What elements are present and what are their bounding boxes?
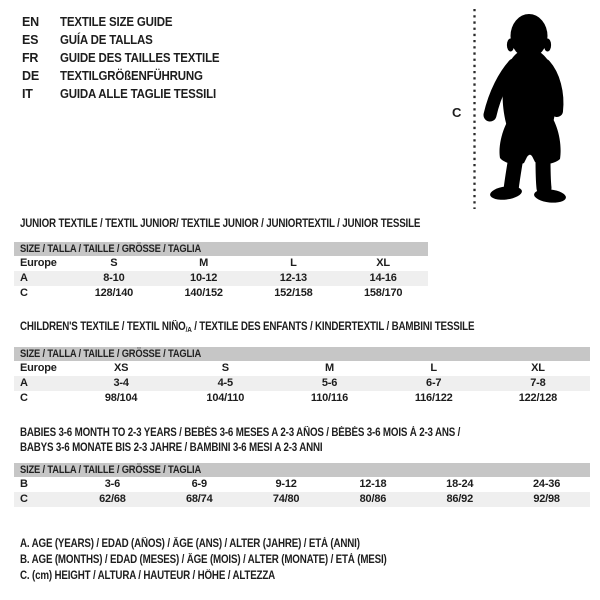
row-label: C <box>20 392 28 404</box>
cell: S <box>110 257 118 269</box>
language-code: IT <box>22 87 33 101</box>
language-row-it <box>22 85 233 103</box>
cell: XL <box>531 362 545 374</box>
table-row-height <box>14 286 428 301</box>
legend-line-b: B. AGE (MONTHS) / EDAD (MESES) / ÂGE (MOIS) / ALTER (MONATE) / ETÀ (MESI) <box>20 554 387 566</box>
cell: 12-18 <box>359 478 387 490</box>
height-measure-label: C <box>452 105 462 120</box>
language-row-en <box>22 13 233 31</box>
language-list <box>22 13 233 103</box>
table-row-age <box>14 376 590 391</box>
nino-a-subscript: /A <box>185 325 192 334</box>
cell: XL <box>376 257 390 269</box>
cell: 74/80 <box>272 493 300 505</box>
toddler-silhouette-icon <box>481 9 571 203</box>
size-header-bar <box>14 347 590 361</box>
cell: 24-36 <box>533 478 561 490</box>
table-body <box>14 477 590 507</box>
row-label: A <box>20 272 28 284</box>
cell: 9-12 <box>275 478 297 490</box>
row-label: Europe <box>20 362 57 374</box>
row-label: B <box>20 478 28 490</box>
language-title: GUIDA ALLE TAGLIE TESSILI <box>60 87 216 101</box>
children-size-table <box>14 347 590 406</box>
size-header-bar <box>14 242 428 256</box>
cell: 68/74 <box>185 493 213 505</box>
legend-line-c: C. (cm) HEIGHT / ALTURA / HAUTEUR / HÖHE / ALTEZZA <box>20 570 276 582</box>
language-code: EN <box>22 15 39 29</box>
table-row-europe <box>14 361 590 376</box>
cell: 7-8 <box>530 377 546 389</box>
language-code: ES <box>22 33 39 47</box>
cell: 5-6 <box>321 377 338 389</box>
children-section-title: CHILDREN'S TEXTILE / TEXTIL NIÑO/A / TEXTILE DES ENFANTS / KINDERTEXTIL / BAMBINI TESSILE <box>20 321 475 334</box>
legend-line-a: A. AGE (YEARS) / EDAD (AÑOS) / ÂGE (ANS) / ALTER (JAHRE) / ETÀ (ANNI) <box>20 538 360 550</box>
cell: L <box>290 257 297 269</box>
row-label: Europe <box>20 257 57 269</box>
size-header-bar <box>14 463 590 477</box>
cell: 116/122 <box>414 392 453 404</box>
language-title: TEXTILE SIZE GUIDE <box>60 15 173 29</box>
cell: 12-13 <box>279 272 307 284</box>
cell: 10-12 <box>190 272 218 284</box>
table-row-age <box>14 271 428 286</box>
table-body <box>14 361 590 406</box>
dotted-height-line <box>472 8 477 210</box>
language-title: TEXTILGRÖßENFÜHRUNG <box>60 69 203 83</box>
babies-section-title: BABIES 3-6 MONTH TO 2-3 YEARS / BEBÉS 3-6 MESES A 2-3 AÑOS / BÉBÉS 3-6 MOIS À 2-3 ANS / BABYS 3-6 MONATE BIS 2-3 JAHRE / BAMBINI 3-6 MESI A 2-3 ANNI <box>20 427 461 454</box>
language-row-fr <box>22 49 233 67</box>
cell: 8-10 <box>103 272 125 284</box>
row-label: C <box>20 493 28 505</box>
row-label: C <box>20 287 28 299</box>
cell: M <box>325 362 334 374</box>
cell: 86/92 <box>446 493 473 505</box>
cell: 104/110 <box>206 392 245 404</box>
cell: 6-9 <box>191 478 207 490</box>
junior-size-table <box>14 242 428 301</box>
cell: XS <box>113 362 129 374</box>
language-row-de <box>22 67 233 85</box>
cell: 14-16 <box>369 272 397 284</box>
cell: 152/158 <box>274 287 313 299</box>
cell: 128/140 <box>94 287 134 299</box>
language-title: GUIDE DES TAILLES TEXTILE <box>60 51 220 65</box>
cell: 3-4 <box>113 377 129 389</box>
size-header-label: SIZE / TALLA / TAILLE / GRÖSSE / TAGLIA <box>20 464 202 476</box>
table-row-europe <box>14 256 428 271</box>
cell: 110/116 <box>310 392 349 404</box>
cell: 18-24 <box>446 478 474 490</box>
size-header-label: SIZE / TALLA / TAILLE / GRÖSSE / TAGLIA <box>20 243 202 255</box>
table-row-height <box>14 391 590 406</box>
babies-size-table <box>14 463 590 507</box>
measurement-legend <box>20 536 451 584</box>
size-header-label: SIZE / TALLA / TAILLE / GRÖSSE / TAGLIA <box>20 348 202 360</box>
junior-section-title: JUNIOR TEXTILE / TEXTIL JUNIOR/ TEXTILE JUNIOR / JUNIORTEXTIL / JUNIOR TESSILE <box>20 218 421 230</box>
language-code: FR <box>22 51 39 65</box>
table-row-height <box>14 492 590 507</box>
language-code: DE <box>22 69 39 83</box>
cell: 92/98 <box>533 493 560 505</box>
cell: 4-5 <box>217 377 233 389</box>
cell: 62/68 <box>99 493 126 505</box>
cell: S <box>221 362 229 374</box>
cell: L <box>430 362 437 374</box>
language-title: GUÍA DE TALLAS <box>60 33 153 47</box>
cell: M <box>199 257 209 269</box>
cell: 122/128 <box>518 392 558 404</box>
cell: 80/86 <box>359 493 387 505</box>
table-row-age-months <box>14 477 590 492</box>
cell: 98/104 <box>104 392 138 404</box>
cell: 140/152 <box>184 287 223 299</box>
cell: 158/170 <box>363 287 403 299</box>
row-label: A <box>20 377 28 389</box>
language-row-es <box>22 31 233 49</box>
table-body <box>14 256 428 301</box>
cell: 3-6 <box>104 478 121 490</box>
cell: 6-7 <box>426 377 442 389</box>
